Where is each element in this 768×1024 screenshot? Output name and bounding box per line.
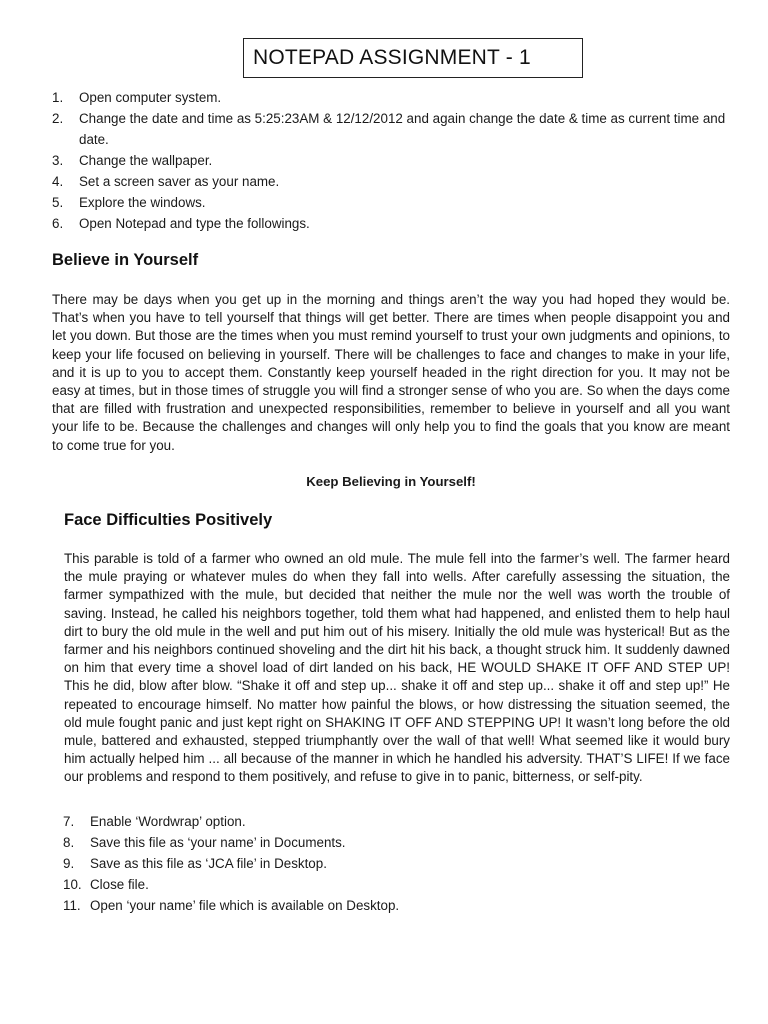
list-text: Open computer system. bbox=[79, 90, 222, 105]
list-text: Save this file as ‘your name’ in Documents. bbox=[90, 835, 346, 850]
list-item bbox=[63, 853, 743, 874]
list-text: Set a screen saver as your name. bbox=[79, 174, 280, 189]
list-text: Close file. bbox=[90, 877, 149, 892]
list-item bbox=[52, 150, 742, 171]
section-body-believe: There may be days when you get up in the morning and things aren’t the way you had hoped they would be. That’s when you have to tell yourself that things will get better. There are times when people disappoint you and let you down. But those are the times when you must remind yourself to trust your own judgments and opinions, to keep your life focused on believing in yourself. There will be challenges to face and changes to make in your life, and it is up to you to accept them. Constantly keep yourself headed in the right direction for you. It may not be easy at times, but in those times of struggle you will find a stronger sense of who you are. So when the days come that are filled with frustration and unexpected responsibilities, remember to believe in yourself and all you want your life to be. Because the challenges and changes will only help you to find the goals that you know are meant to come true for you. bbox=[52, 292, 730, 453]
list-number: 7. bbox=[63, 814, 75, 829]
section-body-difficulties: This parable is told of a farmer who owned an old mule. The mule fell into the farmer’s well. The farmer heard the mule praying or whatever mules do when they fall into wells. After carefully assessing the situation, the farmer sympathized with the mule, but decided that neither the mule nor the well was worth the trouble of saving. Instead, he called his neighbors together, told them what had happened, and enlisted them to help haul dirt to bury the old mule in the well and put him out of his misery. Initially the old mule was hysterical! But as the farmer and his neighbors continued shoveling and the dirt hit his back, a thought struck him. It suddenly dawned on him that every time a shovel load of dirt landed on his back, HE WOULD SHAKE IT OFF AND STEP UP! This he did, blow after blow. “Shake it off and step up... shake it off and step up... shake it off and step up!” He repeated to encourage himself. No matter how painful the blows, or how distressing the situation seemed, the old mule fought panic and just kept right on SHAKING IT OFF AND STEPPING UP! It wasn’t long before the old mule, battered and exhausted, stepped triumphantly over the wall of that well! What seemed like it would bury him actually helped him ... all because of the manner in which he handled his adversity. THAT’S LIFE! If we face our problems and respond to them positively, and refuse to give in to panic, bitterness, or self-pity. bbox=[64, 551, 730, 785]
list-text: Open Notepad and type the followings. bbox=[79, 216, 310, 231]
list-number: 4. bbox=[52, 174, 64, 189]
list-item bbox=[52, 87, 742, 108]
list-number: 6. bbox=[52, 216, 64, 231]
list-number: 5. bbox=[52, 195, 64, 210]
section-heading-believe: Believe in Yourself bbox=[52, 251, 199, 269]
section-heading-difficulties: Face Difficulties Positively bbox=[64, 511, 273, 529]
assignment-title: NOTEPAD ASSIGNMENT - 1 bbox=[243, 38, 583, 78]
closing-line: Keep Believing in Yourself! bbox=[306, 474, 476, 489]
list-number: 3. bbox=[52, 153, 64, 168]
list-number: 1. bbox=[52, 90, 64, 105]
list-item bbox=[52, 108, 742, 150]
list-item bbox=[63, 832, 743, 853]
list-item bbox=[52, 192, 742, 213]
list-text: Change the date and time as 5:25:23AM & 12/12/2012 and again change the date & time as current time and date. bbox=[79, 111, 726, 147]
list-number: 10. bbox=[63, 877, 82, 892]
list-number: 8. bbox=[63, 835, 75, 850]
list-text: Explore the windows. bbox=[79, 195, 206, 210]
list-item bbox=[52, 171, 742, 192]
list-text: Open ‘your name’ file which is available on Desktop. bbox=[90, 898, 400, 913]
steps-list-top bbox=[52, 87, 742, 234]
list-text: Enable ‘Wordwrap’ option. bbox=[90, 814, 246, 829]
list-text: Change the wallpaper. bbox=[79, 153, 213, 168]
list-number: 11. bbox=[63, 898, 81, 913]
list-item bbox=[52, 213, 742, 234]
steps-list-bottom bbox=[63, 811, 743, 916]
list-item bbox=[63, 811, 743, 832]
list-text: Save as this file as ‘JCA file’ in Desktop. bbox=[90, 856, 327, 871]
list-item bbox=[63, 874, 743, 895]
list-number: 2. bbox=[52, 111, 64, 126]
list-number: 9. bbox=[63, 856, 75, 871]
list-item bbox=[63, 895, 743, 916]
